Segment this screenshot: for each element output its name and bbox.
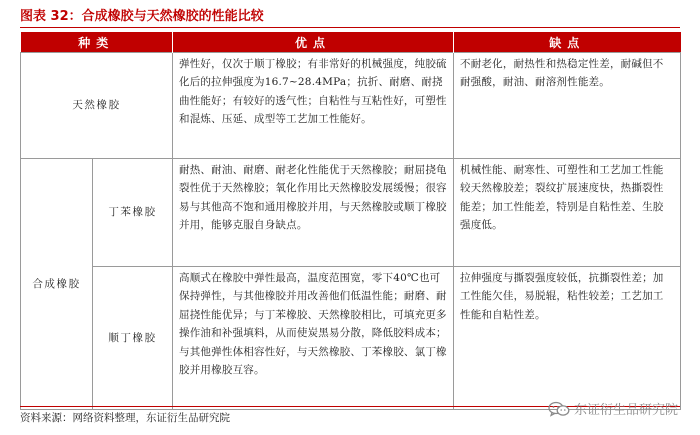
- subcategory-br: 顺丁橡胶: [93, 267, 173, 410]
- watermark: [548, 399, 678, 418]
- header-cons: 缺点: [454, 32, 681, 53]
- figure-title: 图表 32：合成橡胶与天然橡胶的性能比较: [20, 5, 680, 28]
- table-header-row: [21, 32, 681, 53]
- table-row: [21, 159, 681, 267]
- subcategory-sbr: 丁苯橡胶: [93, 159, 173, 267]
- watermark-text: 东证衍生品研究院: [573, 403, 678, 418]
- source-note: 资料来源：网络资料整理，东证衍生品研究院: [20, 406, 680, 425]
- category-synthetic-rubber: 合成橡胶: [21, 159, 93, 410]
- cons-cell: 不耐老化，耐热性和热稳定性差，耐碱但不耐强酸，耐油、耐溶剂性能差。: [454, 53, 681, 159]
- comparison-table: [20, 32, 681, 410]
- pros-cell: 弹性好，仅次于顺丁橡胶；有非常好的机械强度，纯胶硫化后的拉伸强度为16.7~28.4MPa；抗折、耐磨、耐挠曲性能好；有较好的透气性；自粘性与互粘性好，可塑性和混炼、压延、成型等工艺加工性能好。: [173, 53, 454, 159]
- header-pros: 优点: [173, 32, 454, 53]
- wechat-icon: [548, 401, 570, 417]
- category-natural-rubber: 天然橡胶: [21, 53, 173, 159]
- pros-cell: 高顺式在橡胶中弹性最高，温度范围宽，零下40℃也可保持弹性，与其他橡胶并用改善他们低温性能；耐磨、耐屈挠性能优异；与丁苯橡胶、天然橡胶相比，可填充更多操作油和补强填料，从而使炭黑易分散，降低胶料成本；与其他弹性体相容性好，与天然橡胶、丁苯橡胶、氯丁橡胶并用橡胶互容。: [173, 267, 454, 410]
- table-row: [21, 53, 681, 159]
- header-category: 种类: [21, 32, 173, 53]
- pros-cell: 耐热、耐油、耐磨、耐老化性能优于天然橡胶；耐屈挠龟裂性优于天然橡胶；氧化作用比天然橡胶发展缓慢；很容易与其他高不饱和通用橡胶并用，与天然橡胶或顺丁橡胶并用，能够克服自身缺点。: [173, 159, 454, 267]
- cons-cell: 拉伸强度与撕裂强度较低，抗撕裂性差；加工性能欠佳，易脱辊，粘性较差；工艺加工性能和自粘性差。: [454, 267, 681, 410]
- table-row: [21, 267, 681, 410]
- cons-cell: 机械性能、耐寒性、可塑性和工艺加工性能较天然橡胶差；裂纹扩展速度快，热撕裂性能差；加工性能差，特别是自粘性差、生胶强度低。: [454, 159, 681, 267]
